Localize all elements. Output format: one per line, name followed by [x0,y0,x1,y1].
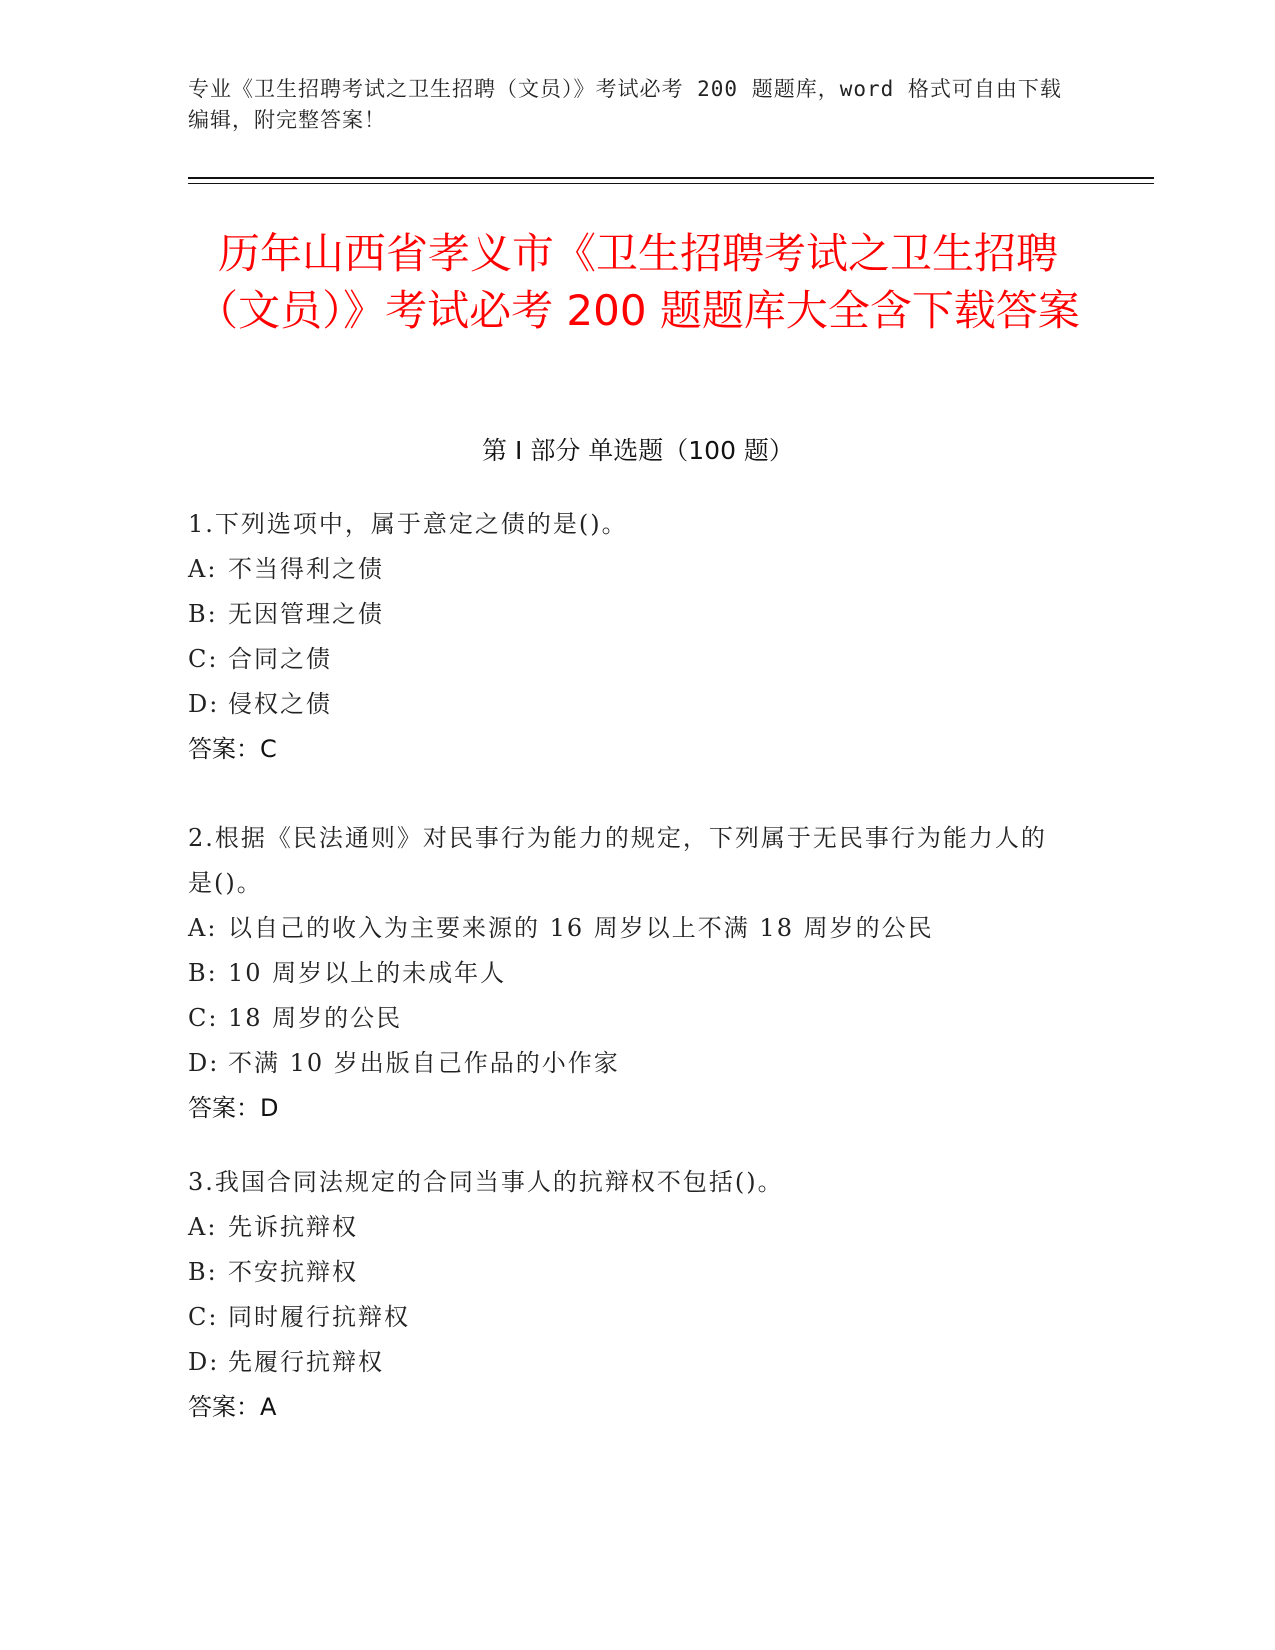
option-a [188,1205,1068,1250]
question-stem: 2.根据《民法通则》对民事行为能力的规定，下列属于无民事行为能力人的是()。 [188,824,1047,897]
question-1 [188,502,1068,772]
option-d [188,1340,1068,1385]
option-text: 不满 10 岁出版自己作品的小作家 [228,1049,620,1077]
question-3 [188,1160,1068,1430]
option-c [188,1295,1068,1340]
option-b [188,951,1068,996]
option-d [188,1041,1068,1086]
option-key: B: [188,959,218,987]
option-text: 10 周岁以上的未成年人 [228,959,507,987]
option-text: 同时履行抗辩权 [228,1303,410,1331]
option-key: C: [188,1303,219,1331]
option-text: 先诉抗辩权 [228,1213,358,1241]
option-key: D: [188,1049,220,1077]
option-text: 以自己的收入为主要来源的 16 周岁以上不满 18 周岁的公民 [228,914,934,942]
option-text: 先履行抗辩权 [228,1348,384,1376]
answer-line: 答案：C [188,735,277,763]
option-key: C: [188,1004,219,1032]
option-key: D: [188,690,220,718]
option-key: B: [188,600,218,628]
option-text: 无因管理之债 [228,600,384,628]
intro-text: 专业《卫生招聘考试之卫生招聘（文员）》考试必考 200 题题库，word 格式可自由下载编辑，附完整答案！ [188,77,1062,132]
header-divider-thick [188,177,1154,179]
option-a [188,906,1068,951]
answer-line: 答案：D [188,1094,279,1122]
document-title: 历年山西省孝义市《卫生招聘考试之卫生招聘（文员）》考试必考 200 题题库大全含下载答案 [196,229,1080,335]
question-stem: 1.下列选项中，属于意定之债的是()。 [188,510,628,538]
option-text: 合同之债 [228,645,332,673]
option-key: A: [188,1213,218,1241]
option-c [188,996,1068,1041]
option-key: A: [188,555,218,583]
option-key: C: [188,645,219,673]
option-a [188,547,1068,592]
option-d [188,682,1068,727]
option-text: 不安抗辩权 [228,1258,358,1286]
header-divider-thin [188,183,1154,184]
option-text: 18 周岁的公民 [228,1004,403,1032]
option-key: D: [188,1348,220,1376]
option-key: A: [188,914,218,942]
option-c [188,637,1068,682]
section-heading: 第 I 部分 单选题（100 题） [482,436,794,465]
option-b [188,592,1068,637]
option-text: 侵权之债 [228,690,332,718]
option-key: B: [188,1258,218,1286]
option-text: 不当得利之债 [228,555,384,583]
question-2 [188,816,1068,1131]
option-b [188,1250,1068,1295]
question-stem: 3.我国合同法规定的合同当事人的抗辩权不包括()。 [188,1168,784,1196]
answer-line: 答案：A [188,1393,277,1421]
